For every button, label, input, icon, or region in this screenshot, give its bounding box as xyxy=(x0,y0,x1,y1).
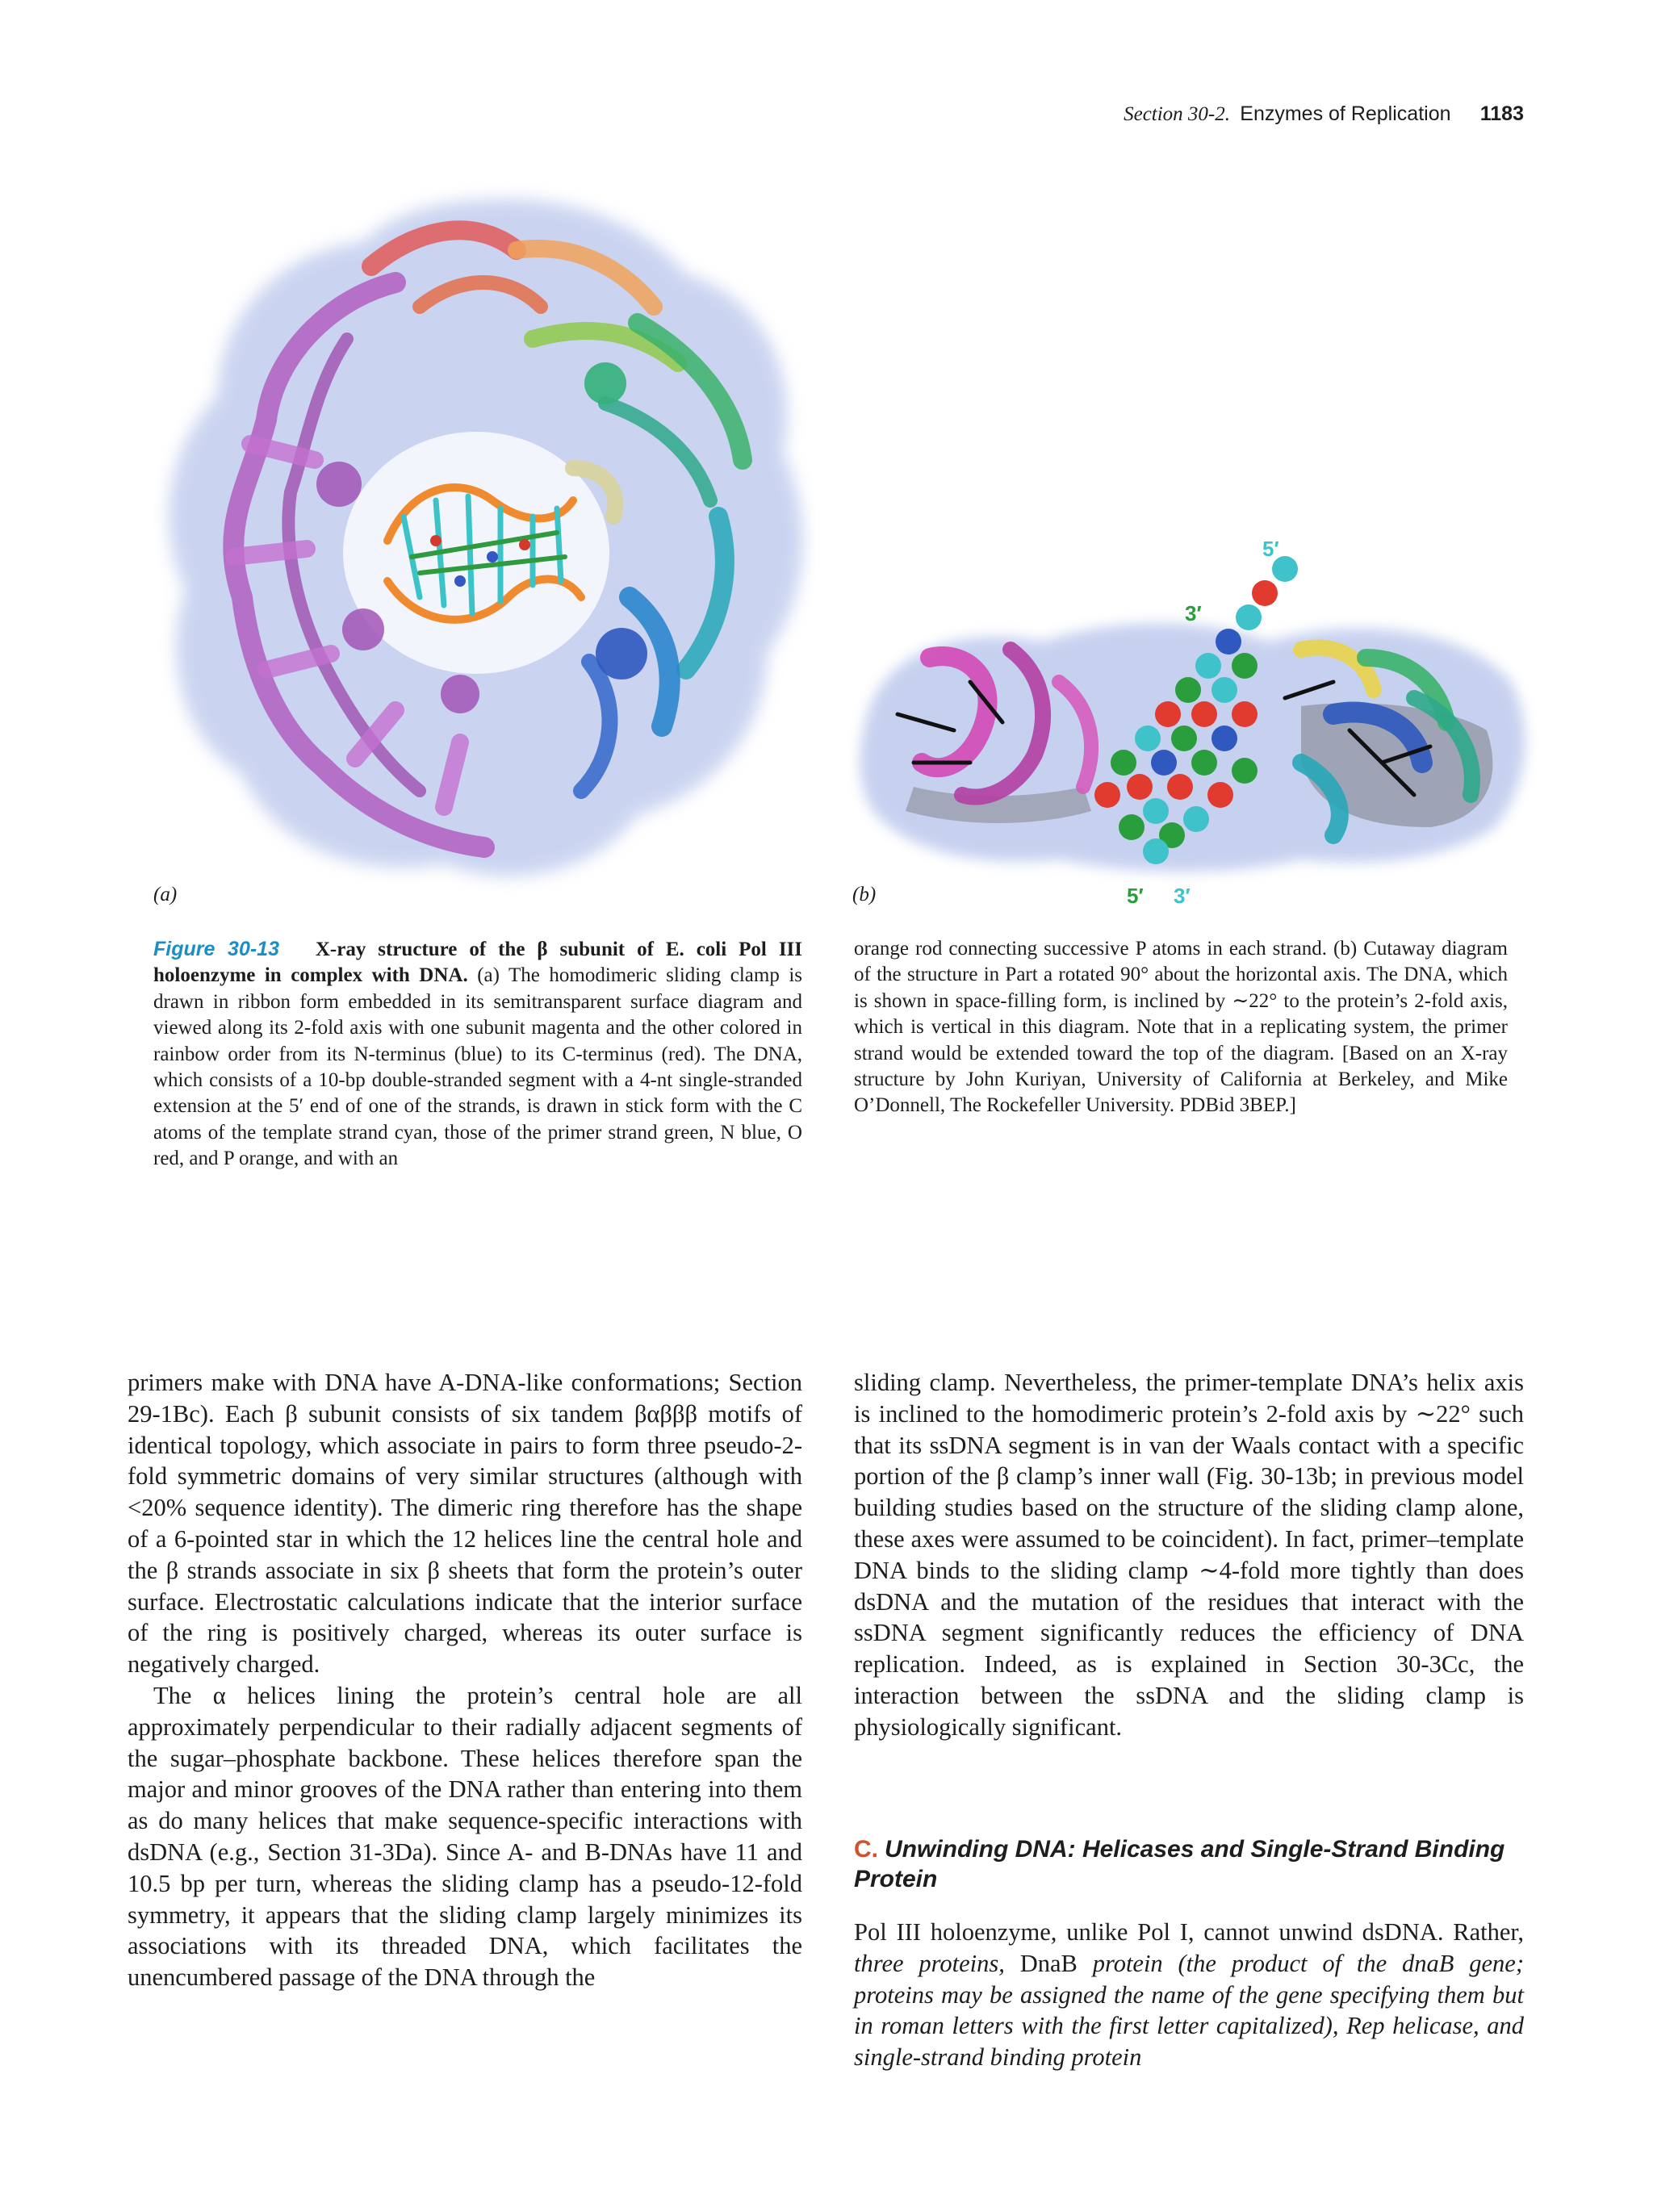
body-paragraph: primers make with DNA have A-DNA-like conformations; Section 29-1Bc). Each β subunit consists of six tandem βαβββ motifs of identical topology, which associate in pairs to form three pseudo-2-fold symmetric domains of very similar structures (although with <20% sequence identity). The dimeric ring therefore has the shape of a 6-pointed star in which the 12 helices line the central hole and the β strands associate in six β sheets that form the protein’s outer surface. Electrostatic calculations indicate that the interior surface of the ring is positively charged, whereas its outer surface is negatively charged. xyxy=(128,1369,802,1679)
body-paragraph: The α helices lining the protein’s central hole are all approximately perpendicular to their radially adjacent segments of the sugar–phosphate backbone. These helices therefore span the major and minor grooves of the DNA rather than entering into them as do many helices that make sequence-specific interactions with dsDNA (e.g., Section 31-3Da). Since A- and B-DNAs have 11 and 10.5 bp per turn, whereas the sliding clamp has a pseudo-12-fold symmetry, it appears that the sliding clamp largely minimizes its associations with its threaded DNA, which facilitates the unencumbered passage of the DNA through the xyxy=(128,1681,802,1992)
body-text-run: DnaB xyxy=(1019,1949,1078,1977)
figure-caption-left xyxy=(153,936,802,1173)
running-head xyxy=(969,102,1524,126)
body-paragraph xyxy=(854,1917,1524,2073)
figure-caption-title: X-ray structure of the β subunit of E. coli Pol III holoenzyme in complex with DNA. xyxy=(153,939,803,987)
figure-label: Figure 30-13 xyxy=(153,938,279,960)
body-text-run-italic: three proteins, xyxy=(854,1949,1005,1977)
figure-caption-text-left: (a) The homodimeric sliding clamp is drawn in ribbon form embedded in its semitransparent surface diagram and viewed along its 2-fold axis with one subunit magenta and the other colored in rainbow order from its N-terminus (blue) to its C-terminus (red). The DNA, which consists of a 10-bp double-stranded segment with a 4-nt single-stranded extension at the 5′ end of one of the strands, is drawn in stick form with the C atoms of the template strand cyan, those of the primer strand green, N blue, O red, and P orange, and with an xyxy=(153,964,802,1170)
running-head-chapter-title: Enzymes of Replication xyxy=(1240,102,1451,125)
body-column-left xyxy=(128,1367,802,1993)
body-column-right xyxy=(854,1367,1524,1743)
sliding-clamp-cutaway-image xyxy=(849,521,1540,912)
figure-30-13a-illustration xyxy=(153,178,815,920)
page-number: 1183 xyxy=(1479,102,1524,125)
sliding-clamp-top-view-image xyxy=(153,178,815,920)
body-text-run-italic: protein (the product of the dnaB gene; proteins may be assigned the name of the gene specifying them but in roman letters with the first letter capitalized), Rep helicase, and single-strand binding protein xyxy=(854,1949,1524,2072)
section-heading xyxy=(854,1834,1524,1894)
strand-label-3prime-bottom: 3′ xyxy=(1174,884,1191,908)
section-heading-title: Unwinding DNA: Helicases and Single-Strand Binding Protein xyxy=(854,1836,1505,1892)
body-column-right-continued xyxy=(854,1917,1524,2073)
body-text-run: Pol III holoenzyme, unlike Pol I, cannot unwind dsDNA. Rather, xyxy=(854,1918,1524,1946)
figure-caption-right xyxy=(854,936,1508,1119)
strand-label-5prime-top: 5′ xyxy=(1262,537,1279,561)
figure-30-13b-illustration xyxy=(849,521,1540,912)
section-heading-letter: C. xyxy=(854,1836,878,1863)
running-head-section: Section 30-2. xyxy=(1124,103,1231,125)
panel-b-label: (b) xyxy=(852,884,877,905)
strand-label-3prime-top: 3′ xyxy=(1185,601,1202,625)
figure-caption-text-right: orange rod connecting successive P atoms in each strand. (b) Cutaway diagram of the structure in Part a rotated 90° about the horizontal axis. The DNA, which is shown in space-filling form, is inclined by ∼22° to the protein’s 2-fold axis, which is vertical in this diagram. Note that in a replicating system, the primer strand would be extended toward the top of the diagram. [Based on an X-ray structure by John Kuriyan, University of California at Berkeley, and Mike O’Donnell, The Rockefeller University. PDBid 3BEP.] xyxy=(854,938,1508,1117)
strand-label-5prime-bottom: 5′ xyxy=(1127,884,1144,908)
panel-a-label: (a) xyxy=(153,884,178,905)
body-paragraph: sliding clamp. Nevertheless, the primer-template DNA’s helix axis is inclined to the homodimeric protein’s 2-fold axis by ∼22° such that its ssDNA segment is in van der Waals contact with a specific portion of the β clamp’s inner wall (Fig. 30-13b; in previous model building studies based on the structure of the sliding clamp alone, these axes were assumed to be coincident). In fact, primer–template DNA binds to the sliding clamp ∼4-fold more tightly than does dsDNA and the mutation of the residues that interact with the ssDNA segment significantly reduces the efficiency of DNA replication. Indeed, as is explained in Section 30-3Cc, the interaction between the ssDNA and the sliding clamp is physiologically significant. xyxy=(854,1369,1524,1741)
